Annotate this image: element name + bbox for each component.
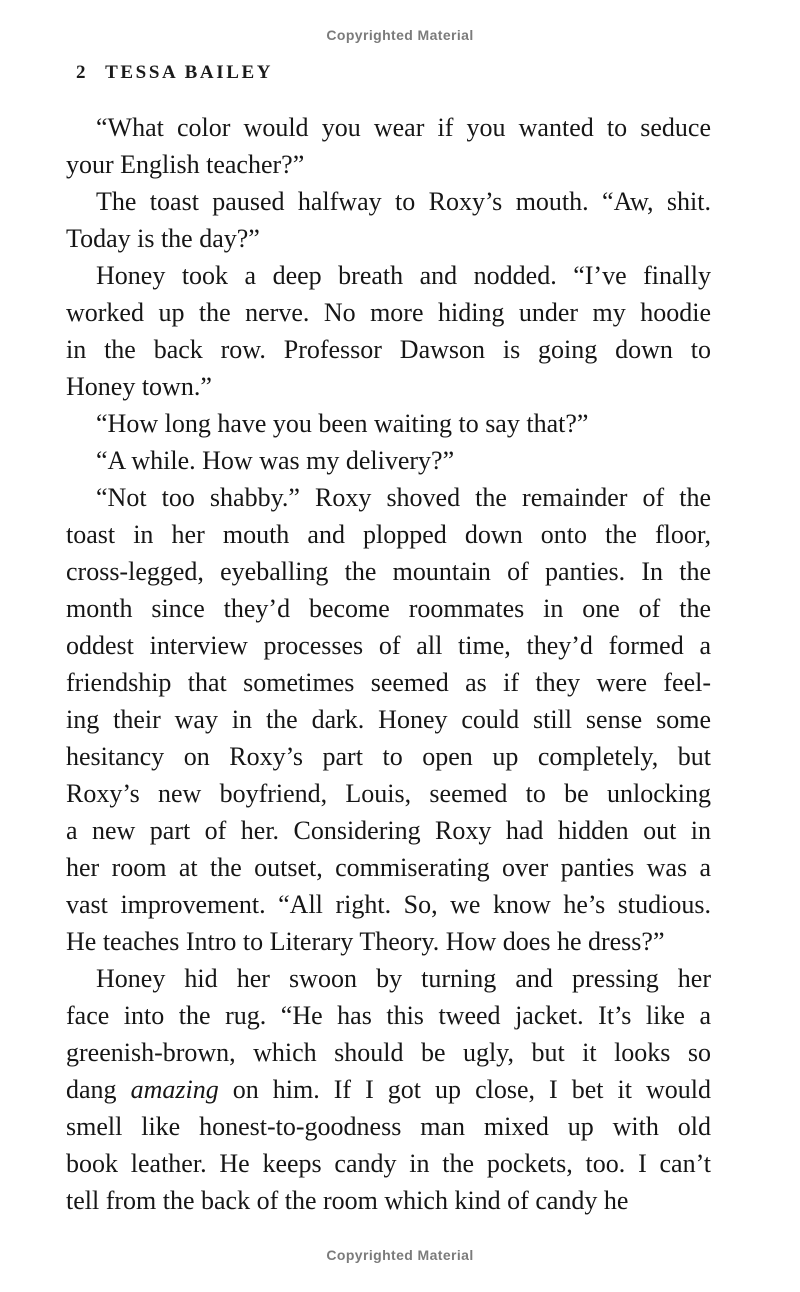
- paragraph: [66, 442, 711, 479]
- text-line: book leather. He keeps candy in the pockets, too. I can’t: [66, 1149, 711, 1178]
- text-line: toast in her mouth and plopped down onto the floor,: [66, 520, 711, 549]
- text-line: He teaches Intro to Literary Theory. How does he dress?”: [66, 927, 665, 956]
- text-line: oddest interview processes of all time, they’d formed a: [66, 631, 711, 660]
- text-line: worked up the nerve. No more hiding under my hoodie: [66, 298, 711, 327]
- text-line: Roxy’s new boyfriend, Louis, seemed to be unlocking: [66, 779, 711, 808]
- text-line: “How long have you been waiting to say that?”: [96, 409, 589, 438]
- text-line: a new part of her. Considering Roxy had hidden out in: [66, 816, 711, 845]
- text-line: hesitancy on Roxy’s part to open up completely, but: [66, 742, 711, 771]
- text-line: face into the rug. “He has this tweed jacket. It’s like a: [66, 1001, 711, 1030]
- text-line: ing their way in the dark. Honey could still sense some: [66, 705, 711, 734]
- text-line: The toast paused halfway to Roxy’s mouth. “Aw, shit.: [96, 187, 711, 216]
- text-line: your English teacher?”: [66, 150, 305, 179]
- text-line: tell from the back of the room which kind of candy he: [66, 1186, 629, 1215]
- paragraph: [66, 960, 711, 1219]
- copyright-notice-bottom: Copyrighted Material: [326, 1247, 474, 1263]
- text-line: Honey hid her swoon by turning and pressing her: [96, 964, 711, 993]
- body-text: [66, 109, 711, 1219]
- page-number: 2: [76, 62, 89, 83]
- author-name: TESSA BAILEY: [105, 62, 274, 83]
- paragraph: [66, 109, 711, 183]
- text-line: dang amazing on him. If I got up close, I bet it would: [66, 1075, 711, 1104]
- text-line: cross-legged, eyeballing the mountain of panties. In the: [66, 557, 711, 586]
- paragraph: [66, 479, 711, 960]
- paragraph: [66, 405, 711, 442]
- text-line: in the back row. Professor Dawson is going down to: [66, 335, 711, 364]
- text-line: Honey took a deep breath and nodded. “I’ve finally: [96, 261, 711, 290]
- text-line: “A while. How was my delivery?”: [96, 446, 455, 475]
- text-line: “What color would you wear if you wanted to seduce: [96, 113, 711, 142]
- text-line: month since they’d become roommates in one of the: [66, 594, 711, 623]
- copyright-notice-top: Copyrighted Material: [326, 27, 474, 43]
- text-line: Honey town.”: [66, 372, 212, 401]
- text-line: her room at the outset, commiserating over panties was a: [66, 853, 711, 882]
- text-line: greenish-brown, which should be ugly, but it looks so: [66, 1038, 711, 1067]
- text-line: Today is the day?”: [66, 224, 260, 253]
- paragraph: [66, 183, 711, 257]
- text-line: “Not too shabby.” Roxy shoved the remainder of the: [96, 483, 711, 512]
- text-line: vast improvement. “All right. So, we know he’s studious.: [66, 890, 711, 919]
- text-line: friendship that sometimes seemed as if they were feel-: [66, 668, 711, 697]
- paragraph: [66, 257, 711, 405]
- running-head: [76, 62, 273, 84]
- text-line: smell like honest-to-goodness man mixed up with old: [66, 1112, 711, 1141]
